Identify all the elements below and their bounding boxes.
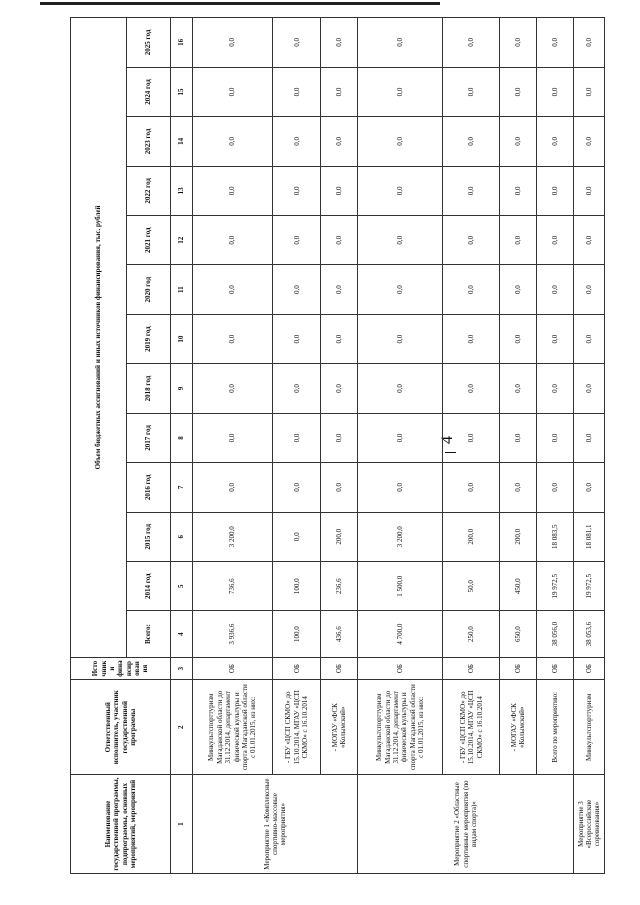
year-value-cell: 0,0 <box>537 18 574 68</box>
year-value-cell: 0,0 <box>537 166 574 215</box>
header-row-top <box>71 18 127 874</box>
column-number: 16 <box>171 18 193 68</box>
year-value-cell: 0,0 <box>443 463 500 512</box>
year-value-cell: 3 200,0 <box>192 512 273 561</box>
table-row <box>537 18 574 874</box>
year-value-cell: 0,0 <box>574 265 605 314</box>
year-value-cell: 0,0 <box>321 413 358 462</box>
year-value-cell: 0,0 <box>537 314 574 363</box>
year-value-cell: 0,0 <box>574 18 605 68</box>
year-value-cell: 736,6 <box>192 561 273 610</box>
column-number: 12 <box>171 216 193 265</box>
header-executor: Ответственный исполнитель, участник государственной программы <box>71 680 171 775</box>
executor-cell: Минкультспорттуризм <box>574 680 605 775</box>
year-value-cell: 0,0 <box>574 364 605 413</box>
year-value-cell: 0,0 <box>574 314 605 363</box>
column-number: 1 <box>171 775 193 874</box>
year-value-cell: 0,0 <box>273 512 321 561</box>
year-value-cell: 0,0 <box>500 67 537 116</box>
column-number: 10 <box>171 314 193 363</box>
column-number: 13 <box>171 166 193 215</box>
year-value-cell: 450,0 <box>500 561 537 610</box>
funding-source-cell: ОБ <box>574 657 605 680</box>
year-value-cell: 0,0 <box>574 413 605 462</box>
year-value-cell: 0,0 <box>500 265 537 314</box>
year-value-cell: 19 972,5 <box>574 561 605 610</box>
column-number: 8 <box>171 413 193 462</box>
year-value-cell: 0,0 <box>443 67 500 116</box>
year-value-cell: 0,0 <box>500 314 537 363</box>
year-value-cell: 0,0 <box>273 265 321 314</box>
year-value-cell: 0,0 <box>443 413 500 462</box>
year-value-cell: 0,0 <box>273 18 321 68</box>
year-value-cell: 0,0 <box>443 117 500 166</box>
year-value-cell: 0,0 <box>500 413 537 462</box>
column-number: 2 <box>171 680 193 775</box>
budget-table <box>70 17 605 874</box>
header-total: Всего: <box>127 611 171 657</box>
year-value-cell: 0,0 <box>443 314 500 363</box>
page-number: 4 <box>439 436 456 444</box>
table-row <box>273 18 321 874</box>
year-value-cell: 0,0 <box>321 67 358 116</box>
header-year: 2014 год <box>127 561 171 610</box>
year-value-cell: 0,0 <box>358 117 443 166</box>
table-body <box>171 18 605 874</box>
year-value-cell: 0,0 <box>321 463 358 512</box>
year-value-cell: 0,0 <box>358 166 443 215</box>
table-row <box>574 18 605 874</box>
table-row <box>192 18 273 874</box>
year-value-cell: 0,0 <box>358 314 443 363</box>
year-value-cell: 19 972,5 <box>537 561 574 610</box>
year-value-cell: 0,0 <box>574 67 605 116</box>
header-year: 2015 год <box>127 512 171 561</box>
funding-source-cell: ОБ <box>537 657 574 680</box>
year-value-cell: 0,0 <box>273 463 321 512</box>
year-value-cell: 0,0 <box>537 216 574 265</box>
header-funding-source: Источники финансирования <box>71 657 171 680</box>
column-number: 5 <box>171 561 193 610</box>
year-value-cell: 0,0 <box>192 67 273 116</box>
header-year: 2023 год <box>127 117 171 166</box>
header-year: 2016 год <box>127 463 171 512</box>
header-year: 2025 год <box>127 18 171 68</box>
year-value-cell: 0,0 <box>192 117 273 166</box>
year-value-cell: 18 083,5 <box>537 512 574 561</box>
header-year: 2019 год <box>127 314 171 363</box>
total-value-cell: 38 056,0 <box>537 611 574 657</box>
total-value-cell: 38 053,6 <box>574 611 605 657</box>
funding-source-cell: ОБ <box>273 657 321 680</box>
year-value-cell: 0,0 <box>321 364 358 413</box>
year-value-cell: 0,0 <box>273 364 321 413</box>
year-value-cell: 0,0 <box>500 18 537 68</box>
year-value-cell: 50,0 <box>443 561 500 610</box>
funding-source-cell: ОБ <box>321 657 358 680</box>
year-value-cell: 0,0 <box>537 67 574 116</box>
column-number-row <box>171 18 193 874</box>
column-number: 14 <box>171 117 193 166</box>
funding-source-cell: ОБ <box>443 657 500 680</box>
year-value-cell: 0,0 <box>358 413 443 462</box>
year-value-cell: 0,0 <box>358 67 443 116</box>
year-value-cell: 0,0 <box>443 216 500 265</box>
year-value-cell: 0,0 <box>574 166 605 215</box>
year-value-cell: 0,0 <box>273 314 321 363</box>
year-value-cell: 0,0 <box>358 18 443 68</box>
executor-cell: - ГБУ «ЦСП СКМО» до 15.10.2014, МГАУ «ЦСП СКМО» с 16.10.2014 <box>443 680 500 775</box>
total-value-cell: 4 700,0 <box>358 611 443 657</box>
year-value-cell: 0,0 <box>358 364 443 413</box>
year-value-cell: 0,0 <box>500 166 537 215</box>
year-value-cell: 0,0 <box>273 67 321 116</box>
year-value-cell: 0,0 <box>500 216 537 265</box>
table-row <box>321 18 358 874</box>
year-value-cell: 0,0 <box>321 166 358 215</box>
executor-cell: Минкультспорттуризм Магаданской области до 31.12.2014, департамент физической культуры и спорта Магаданской области с 01.01.2015, из них: <box>192 680 273 775</box>
table-row <box>500 18 537 874</box>
year-value-cell: 0,0 <box>192 314 273 363</box>
year-value-cell: 0,0 <box>192 18 273 68</box>
year-value-cell: 0,0 <box>443 364 500 413</box>
year-value-cell: 1 500,0 <box>358 561 443 610</box>
executor-cell: Всего по мероприятию: <box>537 680 574 775</box>
column-number: 7 <box>171 463 193 512</box>
year-value-cell: 100,0 <box>273 561 321 610</box>
column-number: 9 <box>171 364 193 413</box>
year-value-cell: 0,0 <box>321 18 358 68</box>
year-value-cell: 0,0 <box>358 463 443 512</box>
executor-cell: - МОГАУ «ФСК «Колымский» <box>321 680 358 775</box>
year-value-cell: 0,0 <box>321 314 358 363</box>
year-value-cell: 0,0 <box>500 364 537 413</box>
year-value-cell: 200,0 <box>321 512 358 561</box>
event-name: Мероприятие 3 «Всероссийские соревнования» <box>574 775 605 874</box>
total-value-cell: 650,0 <box>500 611 537 657</box>
total-value-cell: 436,6 <box>321 611 358 657</box>
year-value-cell: 0,0 <box>537 364 574 413</box>
year-value-cell: 0,0 <box>500 117 537 166</box>
year-value-cell: 0,0 <box>192 265 273 314</box>
year-value-cell: 0,0 <box>321 265 358 314</box>
year-value-cell: 0,0 <box>273 413 321 462</box>
year-value-cell: 0,0 <box>537 117 574 166</box>
header-budget-volume: Объем бюджетных ассигнований и иных источников финансирования, тыс. рублей <box>71 18 127 658</box>
year-value-cell: 0,0 <box>574 117 605 166</box>
total-value-cell: 100,0 <box>273 611 321 657</box>
year-value-cell: 0,0 <box>192 413 273 462</box>
column-number: 3 <box>171 657 193 680</box>
table-row <box>443 18 500 874</box>
year-value-cell: 0,0 <box>358 216 443 265</box>
year-value-cell: 200,0 <box>500 512 537 561</box>
total-value-cell: 3 936,6 <box>192 611 273 657</box>
year-value-cell: 0,0 <box>321 117 358 166</box>
rotated-table-wrapper <box>70 17 605 874</box>
year-value-cell: 18 081,1 <box>574 512 605 561</box>
executor-cell: Минкультспорттуризм Магаданской области до 31.12.2014, департамент физической культуры и спорта Магаданской области с 01.01.2015, из них: <box>358 680 443 775</box>
year-value-cell: 0,0 <box>192 364 273 413</box>
event-name: Мероприятие 2 «Областные спортивные мероприятия (по видам спорта)» <box>358 775 574 874</box>
year-value-cell: 200,0 <box>443 512 500 561</box>
year-value-cell: 0,0 <box>273 216 321 265</box>
header-year: 2017 год <box>127 413 171 462</box>
year-value-cell: 0,0 <box>443 166 500 215</box>
header-year: 2020 год <box>127 265 171 314</box>
funding-source-cell: ОБ <box>500 657 537 680</box>
year-value-cell: 0,0 <box>537 463 574 512</box>
total-value-cell: 250,0 <box>443 611 500 657</box>
year-value-cell: 0,0 <box>537 265 574 314</box>
funding-source-cell: ОБ <box>192 657 273 680</box>
header-year: 2024 год <box>127 67 171 116</box>
event-name: Мероприятие 1 «Комплексные спортивно-массовые мероприятия» <box>192 775 358 874</box>
year-value-cell: 0,0 <box>192 166 273 215</box>
year-value-cell: 0,0 <box>500 463 537 512</box>
header-year: 2021 год <box>127 216 171 265</box>
table-row <box>358 18 443 874</box>
header-program-name: Наименование государственной программы, подпрограммы, основных мероприятий, мероприятий <box>71 775 171 874</box>
year-value-cell: 0,0 <box>192 463 273 512</box>
year-value-cell: 0,0 <box>443 18 500 68</box>
executor-cell: - МОГАУ «ФСК «Колымский» <box>500 680 537 775</box>
year-value-cell: 0,0 <box>321 216 358 265</box>
column-number: 11 <box>171 265 193 314</box>
year-value-cell: 0,0 <box>273 166 321 215</box>
year-value-cell: 0,0 <box>537 413 574 462</box>
column-number: 15 <box>171 67 193 116</box>
year-value-cell: 0,0 <box>574 463 605 512</box>
year-value-cell: 0,0 <box>358 265 443 314</box>
year-value-cell: 0,0 <box>192 216 273 265</box>
year-value-cell: 0,0 <box>443 265 500 314</box>
year-value-cell: 236,6 <box>321 561 358 610</box>
year-value-cell: 0,0 <box>273 117 321 166</box>
year-value-cell: 3 200,0 <box>358 512 443 561</box>
funding-source-cell: ОБ <box>358 657 443 680</box>
column-number: 4 <box>171 611 193 657</box>
executor-cell: - ГБУ «ЦСП СКМО» до 15.10.2014, МГАУ «ЦСП СКМО» с 16.10.2014 <box>273 680 321 775</box>
header-year: 2018 год <box>127 364 171 413</box>
header-year: 2022 год <box>127 166 171 215</box>
column-number: 6 <box>171 512 193 561</box>
year-value-cell: 0,0 <box>574 216 605 265</box>
